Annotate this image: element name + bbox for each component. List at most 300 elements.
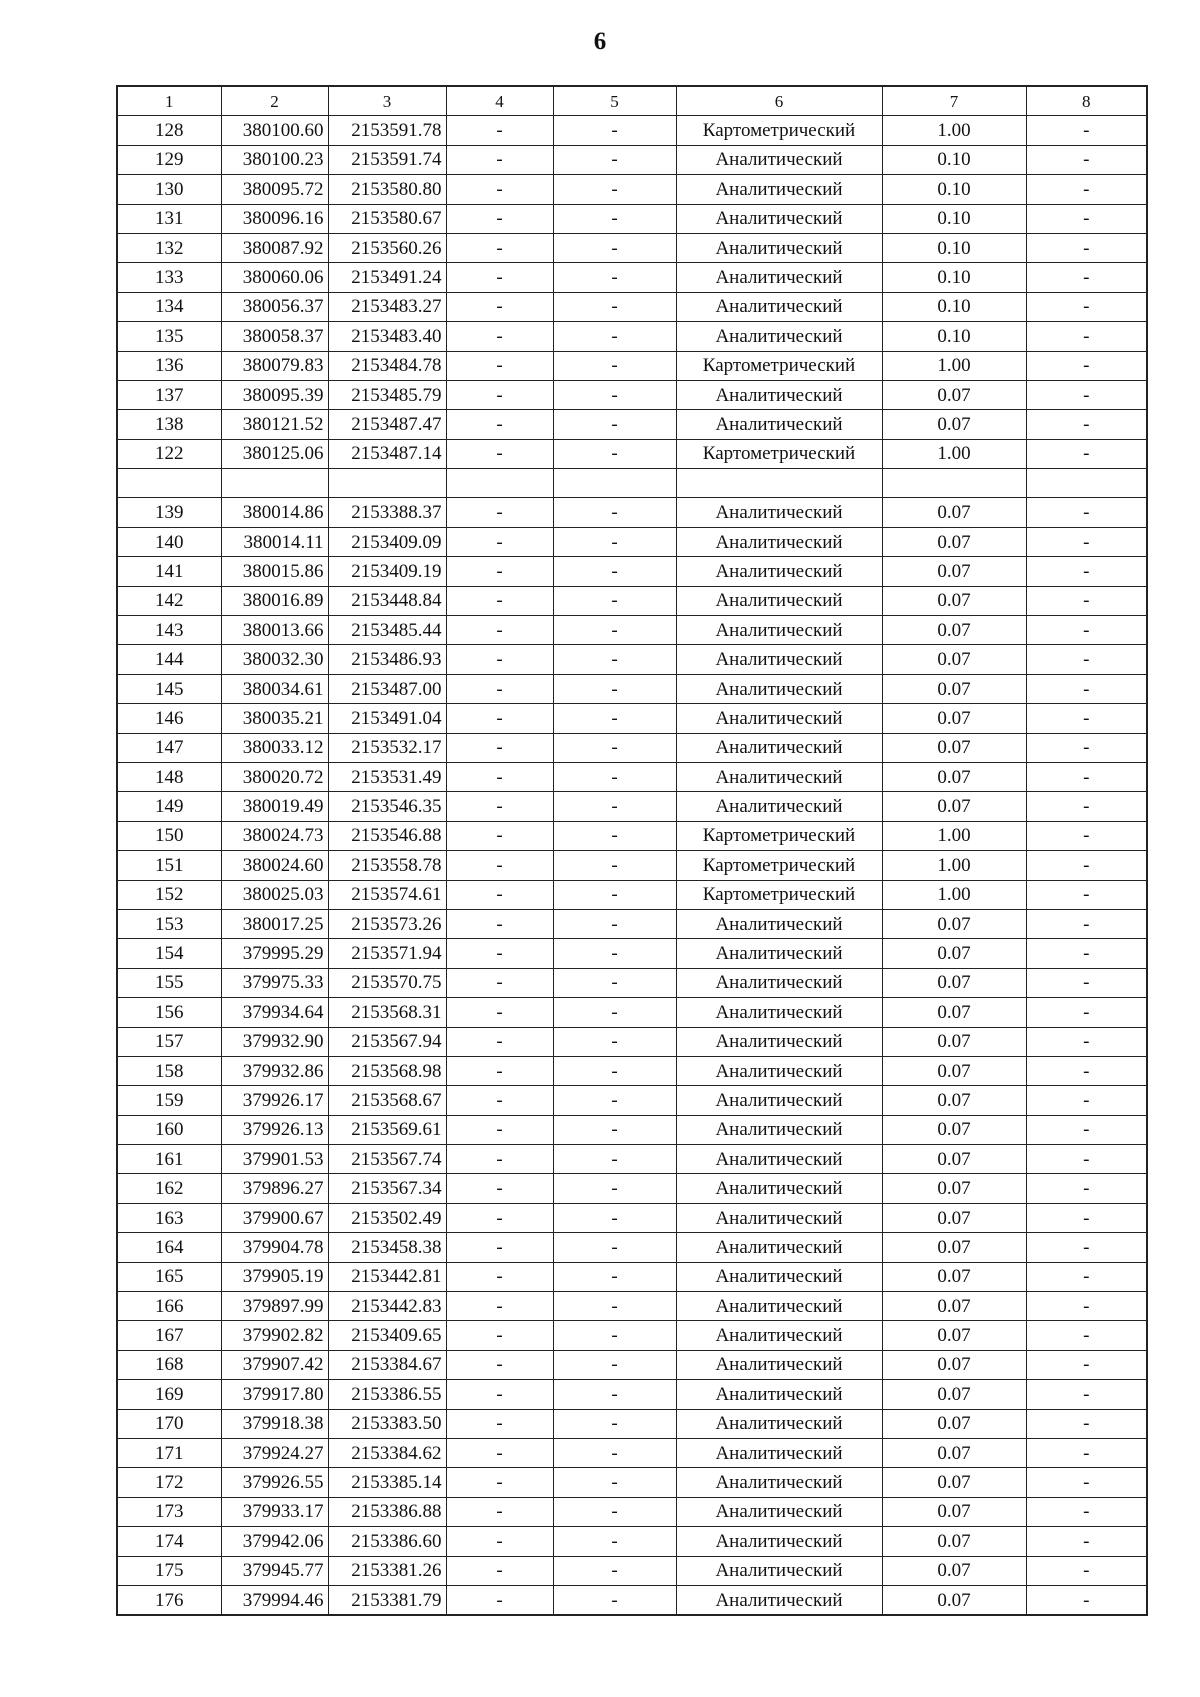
y-coordinate-cell: 2153502.49 <box>328 1203 446 1232</box>
method-cell: Аналитический <box>676 1056 882 1085</box>
x-coordinate-cell: 380025.03 <box>221 880 328 909</box>
column-8-cell: - <box>1026 1585 1147 1615</box>
column-4-cell: - <box>446 1086 553 1115</box>
x-coordinate-cell: 380035.21 <box>221 704 328 733</box>
column-5-cell: - <box>553 557 676 586</box>
column-4-cell: - <box>446 645 553 674</box>
column-8-cell: - <box>1026 1203 1147 1232</box>
column-5-cell: - <box>553 733 676 762</box>
x-coordinate-cell: 379917.80 <box>221 1380 328 1409</box>
point-number-cell: 164 <box>117 1233 221 1262</box>
method-cell: Аналитический <box>676 1027 882 1056</box>
table-row <box>117 527 1147 556</box>
column-5-cell: - <box>553 380 676 409</box>
column-4-cell: - <box>446 1321 553 1350</box>
column-4-cell: - <box>446 145 553 174</box>
column-4-cell: - <box>446 939 553 968</box>
column-4-cell: - <box>446 1233 553 1262</box>
column-8-cell: - <box>1026 439 1147 468</box>
column-4-cell: - <box>446 792 553 821</box>
x-coordinate-cell: 379926.17 <box>221 1086 328 1115</box>
point-number-cell: 160 <box>117 1115 221 1144</box>
accuracy-cell: 1.00 <box>882 116 1026 145</box>
y-coordinate-cell: 2153487.14 <box>328 439 446 468</box>
table-row <box>117 1438 1147 1467</box>
method-cell: Аналитический <box>676 1497 882 1526</box>
accuracy-cell: 0.07 <box>882 1585 1026 1615</box>
point-number-cell: 151 <box>117 851 221 880</box>
column-8-cell: - <box>1026 616 1147 645</box>
column-8-cell: - <box>1026 380 1147 409</box>
column-5-cell: - <box>553 1438 676 1467</box>
column-8-cell: - <box>1026 557 1147 586</box>
column-4-cell: - <box>446 586 553 615</box>
accuracy-cell: 0.07 <box>882 1145 1026 1174</box>
table-row <box>117 792 1147 821</box>
point-number-cell: 162 <box>117 1174 221 1203</box>
table-row <box>117 1145 1147 1174</box>
table-row <box>117 586 1147 615</box>
column-4-cell: - <box>446 821 553 850</box>
column-5-cell: - <box>553 263 676 292</box>
x-coordinate-cell: 380095.72 <box>221 175 328 204</box>
x-coordinate-cell: 379897.99 <box>221 1292 328 1321</box>
table-row <box>117 1497 1147 1526</box>
x-coordinate-cell: 380058.37 <box>221 322 328 351</box>
method-cell: Аналитический <box>676 322 882 351</box>
y-coordinate-cell: 2153532.17 <box>328 733 446 762</box>
table-row <box>117 1027 1147 1056</box>
x-coordinate-cell: 380024.60 <box>221 851 328 880</box>
x-coordinate-cell <box>221 469 328 498</box>
column-header-3: 3 <box>328 86 446 116</box>
point-number-cell: 149 <box>117 792 221 821</box>
column-5-cell: - <box>553 1409 676 1438</box>
column-8-cell: - <box>1026 968 1147 997</box>
column-8-cell: - <box>1026 527 1147 556</box>
column-8-cell: - <box>1026 1262 1147 1291</box>
x-coordinate-cell: 380033.12 <box>221 733 328 762</box>
column-5-cell: - <box>553 1321 676 1350</box>
method-cell: Аналитический <box>676 1086 882 1115</box>
table-row <box>117 145 1147 174</box>
column-8-cell: - <box>1026 1145 1147 1174</box>
column-4-cell: - <box>446 1409 553 1438</box>
column-8-cell <box>1026 469 1147 498</box>
x-coordinate-cell: 379945.77 <box>221 1556 328 1585</box>
accuracy-cell: 0.07 <box>882 733 1026 762</box>
y-coordinate-cell: 2153569.61 <box>328 1115 446 1144</box>
column-8-cell: - <box>1026 1292 1147 1321</box>
table-row <box>117 263 1147 292</box>
method-cell: Аналитический <box>676 292 882 321</box>
column-8-cell: - <box>1026 674 1147 703</box>
y-coordinate-cell: 2153486.93 <box>328 645 446 674</box>
column-5-cell: - <box>553 439 676 468</box>
point-number-cell: 131 <box>117 204 221 233</box>
x-coordinate-cell: 379932.86 <box>221 1056 328 1085</box>
point-number-cell: 132 <box>117 233 221 262</box>
method-cell: Аналитический <box>676 704 882 733</box>
method-cell: Аналитический <box>676 792 882 821</box>
column-5-cell: - <box>553 645 676 674</box>
method-cell: Аналитический <box>676 968 882 997</box>
point-number-cell: 128 <box>117 116 221 145</box>
accuracy-cell <box>882 469 1026 498</box>
method-cell: Аналитический <box>676 1321 882 1350</box>
column-8-cell: - <box>1026 586 1147 615</box>
x-coordinate-cell: 379994.46 <box>221 1585 328 1615</box>
column-8-cell: - <box>1026 704 1147 733</box>
method-cell: Аналитический <box>676 674 882 703</box>
column-4-cell: - <box>446 1438 553 1467</box>
accuracy-cell: 0.10 <box>882 145 1026 174</box>
column-5-cell: - <box>553 1056 676 1085</box>
y-coordinate-cell: 2153384.67 <box>328 1350 446 1379</box>
table-row <box>117 674 1147 703</box>
accuracy-cell: 0.07 <box>882 1233 1026 1262</box>
point-number-cell: 130 <box>117 175 221 204</box>
x-coordinate-cell: 380096.16 <box>221 204 328 233</box>
column-8-cell: - <box>1026 909 1147 938</box>
y-coordinate-cell: 2153531.49 <box>328 762 446 791</box>
accuracy-cell: 0.10 <box>882 322 1026 351</box>
method-cell: Аналитический <box>676 233 882 262</box>
column-header-2: 2 <box>221 86 328 116</box>
table-row <box>117 762 1147 791</box>
accuracy-cell: 0.07 <box>882 1174 1026 1203</box>
x-coordinate-cell: 380032.30 <box>221 645 328 674</box>
table-row <box>117 1115 1147 1144</box>
column-5-cell: - <box>553 1292 676 1321</box>
method-cell: Аналитический <box>676 410 882 439</box>
column-4-cell: - <box>446 1350 553 1379</box>
column-8-cell: - <box>1026 116 1147 145</box>
y-coordinate-cell: 2153442.81 <box>328 1262 446 1291</box>
column-4-cell: - <box>446 1262 553 1291</box>
x-coordinate-cell: 380016.89 <box>221 586 328 615</box>
table-row <box>117 469 1147 498</box>
y-coordinate-cell: 2153409.09 <box>328 527 446 556</box>
column-4-cell: - <box>446 762 553 791</box>
column-5-cell: - <box>553 674 676 703</box>
y-coordinate-cell: 2153568.67 <box>328 1086 446 1115</box>
x-coordinate-cell: 380125.06 <box>221 439 328 468</box>
y-coordinate-cell: 2153570.75 <box>328 968 446 997</box>
method-cell: Аналитический <box>676 1380 882 1409</box>
column-5-cell: - <box>553 586 676 615</box>
y-coordinate-cell: 2153546.88 <box>328 821 446 850</box>
column-5-cell: - <box>553 410 676 439</box>
table-row <box>117 821 1147 850</box>
method-cell: Аналитический <box>676 1409 882 1438</box>
x-coordinate-cell: 379905.19 <box>221 1262 328 1291</box>
column-4-cell: - <box>446 880 553 909</box>
column-4-cell: - <box>446 1585 553 1615</box>
point-number-cell: 156 <box>117 998 221 1027</box>
x-coordinate-cell: 379918.38 <box>221 1409 328 1438</box>
table-row <box>117 1527 1147 1556</box>
table-row <box>117 439 1147 468</box>
accuracy-cell: 0.07 <box>882 557 1026 586</box>
column-8-cell: - <box>1026 1174 1147 1203</box>
x-coordinate-cell: 380024.73 <box>221 821 328 850</box>
column-5-cell: - <box>553 1527 676 1556</box>
column-4-cell: - <box>446 1556 553 1585</box>
column-5-cell: - <box>553 1203 676 1232</box>
table-row <box>117 410 1147 439</box>
column-4-cell: - <box>446 1203 553 1232</box>
method-cell: Аналитический <box>676 762 882 791</box>
table-row <box>117 939 1147 968</box>
accuracy-cell: 1.00 <box>882 439 1026 468</box>
method-cell: Аналитический <box>676 1145 882 1174</box>
point-number-cell <box>117 469 221 498</box>
column-8-cell: - <box>1026 821 1147 850</box>
table-row <box>117 645 1147 674</box>
column-8-cell: - <box>1026 792 1147 821</box>
column-8-cell: - <box>1026 498 1147 527</box>
table-row <box>117 851 1147 880</box>
table-row <box>117 1321 1147 1350</box>
column-4-cell: - <box>446 498 553 527</box>
point-number-cell: 122 <box>117 439 221 468</box>
column-8-cell: - <box>1026 1321 1147 1350</box>
point-number-cell: 133 <box>117 263 221 292</box>
x-coordinate-cell: 380020.72 <box>221 762 328 791</box>
table-row <box>117 1380 1147 1409</box>
y-coordinate-cell: 2153448.84 <box>328 586 446 615</box>
method-cell <box>676 469 882 498</box>
y-coordinate-cell: 2153381.79 <box>328 1585 446 1615</box>
accuracy-cell: 0.07 <box>882 909 1026 938</box>
x-coordinate-cell: 379907.42 <box>221 1350 328 1379</box>
column-5-cell: - <box>553 175 676 204</box>
column-8-cell: - <box>1026 998 1147 1027</box>
y-coordinate-cell: 2153485.44 <box>328 616 446 645</box>
column-4-cell: - <box>446 263 553 292</box>
column-5-cell: - <box>553 821 676 850</box>
y-coordinate-cell: 2153409.19 <box>328 557 446 586</box>
y-coordinate-cell: 2153567.94 <box>328 1027 446 1056</box>
y-coordinate-cell: 2153381.26 <box>328 1556 446 1585</box>
y-coordinate-cell: 2153580.67 <box>328 204 446 233</box>
y-coordinate-cell: 2153571.94 <box>328 939 446 968</box>
point-number-cell: 144 <box>117 645 221 674</box>
accuracy-cell: 0.07 <box>882 410 1026 439</box>
column-4-cell: - <box>446 380 553 409</box>
x-coordinate-cell: 379933.17 <box>221 1497 328 1526</box>
column-5-cell: - <box>553 145 676 174</box>
table-row <box>117 880 1147 909</box>
column-8-cell: - <box>1026 175 1147 204</box>
table-row <box>117 233 1147 262</box>
y-coordinate-cell: 2153558.78 <box>328 851 446 880</box>
table-row <box>117 1585 1147 1615</box>
method-cell: Аналитический <box>676 1233 882 1262</box>
y-coordinate-cell: 2153442.83 <box>328 1292 446 1321</box>
point-number-cell: 161 <box>117 1145 221 1174</box>
column-8-cell: - <box>1026 880 1147 909</box>
column-5-cell: - <box>553 351 676 380</box>
column-4-cell: - <box>446 410 553 439</box>
column-8-cell: - <box>1026 1233 1147 1262</box>
column-5-cell: - <box>553 909 676 938</box>
y-coordinate-cell: 2153487.47 <box>328 410 446 439</box>
point-number-cell: 140 <box>117 527 221 556</box>
x-coordinate-cell: 379995.29 <box>221 939 328 968</box>
x-coordinate-cell: 380014.11 <box>221 527 328 556</box>
point-number-cell: 143 <box>117 616 221 645</box>
page-number: 6 <box>593 28 607 55</box>
column-5-cell: - <box>553 704 676 733</box>
column-8-cell: - <box>1026 322 1147 351</box>
column-8-cell: - <box>1026 939 1147 968</box>
method-cell: Картометрический <box>676 439 882 468</box>
table-row <box>117 1556 1147 1585</box>
table-header-row <box>117 86 1147 116</box>
column-header-8: 8 <box>1026 86 1147 116</box>
accuracy-cell: 0.10 <box>882 292 1026 321</box>
table-row <box>117 1468 1147 1497</box>
column-5-cell: - <box>553 1468 676 1497</box>
x-coordinate-cell: 380121.52 <box>221 410 328 439</box>
column-4-cell: - <box>446 204 553 233</box>
accuracy-cell: 0.10 <box>882 204 1026 233</box>
point-number-cell: 141 <box>117 557 221 586</box>
column-8-cell: - <box>1026 851 1147 880</box>
x-coordinate-cell: 379902.82 <box>221 1321 328 1350</box>
column-5-cell: - <box>553 1585 676 1615</box>
method-cell: Аналитический <box>676 1203 882 1232</box>
y-coordinate-cell: 2153573.26 <box>328 909 446 938</box>
x-coordinate-cell: 380100.60 <box>221 116 328 145</box>
x-coordinate-cell: 379901.53 <box>221 1145 328 1174</box>
y-coordinate-cell: 2153560.26 <box>328 233 446 262</box>
method-cell: Аналитический <box>676 645 882 674</box>
point-number-cell: 142 <box>117 586 221 615</box>
method-cell: Картометрический <box>676 821 882 850</box>
column-5-cell: - <box>553 1262 676 1291</box>
y-coordinate-cell: 2153409.65 <box>328 1321 446 1350</box>
table-row <box>117 1233 1147 1262</box>
point-number-cell: 157 <box>117 1027 221 1056</box>
table-row <box>117 1350 1147 1379</box>
x-coordinate-cell: 379900.67 <box>221 1203 328 1232</box>
column-4-cell: - <box>446 1115 553 1144</box>
table-row <box>117 1292 1147 1321</box>
column-5-cell: - <box>553 204 676 233</box>
column-5-cell: - <box>553 233 676 262</box>
y-coordinate-cell: 2153591.74 <box>328 145 446 174</box>
accuracy-cell: 0.07 <box>882 939 1026 968</box>
coordinates-table <box>116 85 1148 1616</box>
accuracy-cell: 0.07 <box>882 498 1026 527</box>
y-coordinate-cell: 2153591.78 <box>328 116 446 145</box>
accuracy-cell: 0.07 <box>882 1321 1026 1350</box>
x-coordinate-cell: 380015.86 <box>221 557 328 586</box>
column-5-cell: - <box>553 998 676 1027</box>
table-body <box>117 86 1147 1615</box>
column-5-cell <box>553 469 676 498</box>
table-row <box>117 557 1147 586</box>
x-coordinate-cell: 380017.25 <box>221 909 328 938</box>
column-5-cell: - <box>553 616 676 645</box>
method-cell: Аналитический <box>676 939 882 968</box>
table-row <box>117 998 1147 1027</box>
column-8-cell: - <box>1026 1086 1147 1115</box>
accuracy-cell: 0.07 <box>882 1115 1026 1144</box>
x-coordinate-cell: 380056.37 <box>221 292 328 321</box>
y-coordinate-cell: 2153386.88 <box>328 1497 446 1526</box>
y-coordinate-cell: 2153385.14 <box>328 1468 446 1497</box>
column-5-cell: - <box>553 1497 676 1526</box>
column-4-cell: - <box>446 1468 553 1497</box>
x-coordinate-cell: 379924.27 <box>221 1438 328 1467</box>
x-coordinate-cell: 380019.49 <box>221 792 328 821</box>
x-coordinate-cell: 379904.78 <box>221 1233 328 1262</box>
column-8-cell: - <box>1026 263 1147 292</box>
y-coordinate-cell: 2153484.78 <box>328 351 446 380</box>
column-8-cell: - <box>1026 1497 1147 1526</box>
column-8-cell: - <box>1026 1527 1147 1556</box>
accuracy-cell: 0.07 <box>882 586 1026 615</box>
column-4-cell: - <box>446 704 553 733</box>
accuracy-cell: 0.07 <box>882 380 1026 409</box>
point-number-cell: 129 <box>117 145 221 174</box>
column-4-cell: - <box>446 909 553 938</box>
column-8-cell: - <box>1026 1056 1147 1085</box>
point-number-cell: 154 <box>117 939 221 968</box>
x-coordinate-cell: 380060.06 <box>221 263 328 292</box>
method-cell: Картометрический <box>676 851 882 880</box>
point-number-cell: 139 <box>117 498 221 527</box>
table-row <box>117 380 1147 409</box>
y-coordinate-cell: 2153388.37 <box>328 498 446 527</box>
x-coordinate-cell: 380087.92 <box>221 233 328 262</box>
x-coordinate-cell: 380034.61 <box>221 674 328 703</box>
x-coordinate-cell: 380079.83 <box>221 351 328 380</box>
x-coordinate-cell: 379926.13 <box>221 1115 328 1144</box>
accuracy-cell: 1.00 <box>882 851 1026 880</box>
column-header-5: 5 <box>553 86 676 116</box>
column-4-cell: - <box>446 527 553 556</box>
column-8-cell: - <box>1026 410 1147 439</box>
accuracy-cell: 0.10 <box>882 175 1026 204</box>
y-coordinate-cell: 2153386.55 <box>328 1380 446 1409</box>
column-4-cell: - <box>446 1145 553 1174</box>
method-cell: Аналитический <box>676 1468 882 1497</box>
method-cell: Аналитический <box>676 145 882 174</box>
method-cell: Аналитический <box>676 1350 882 1379</box>
column-4-cell: - <box>446 1027 553 1056</box>
y-coordinate-cell: 2153483.40 <box>328 322 446 351</box>
y-coordinate-cell: 2153567.74 <box>328 1145 446 1174</box>
column-5-cell: - <box>553 1145 676 1174</box>
accuracy-cell: 0.07 <box>882 792 1026 821</box>
column-4-cell: - <box>446 1527 553 1556</box>
method-cell: Аналитический <box>676 527 882 556</box>
point-number-cell: 176 <box>117 1585 221 1615</box>
column-8-cell: - <box>1026 351 1147 380</box>
table-row <box>117 116 1147 145</box>
column-5-cell: - <box>553 292 676 321</box>
accuracy-cell: 0.07 <box>882 645 1026 674</box>
accuracy-cell: 0.07 <box>882 1497 1026 1526</box>
column-4-cell: - <box>446 998 553 1027</box>
y-coordinate-cell: 2153546.35 <box>328 792 446 821</box>
column-8-cell: - <box>1026 1468 1147 1497</box>
